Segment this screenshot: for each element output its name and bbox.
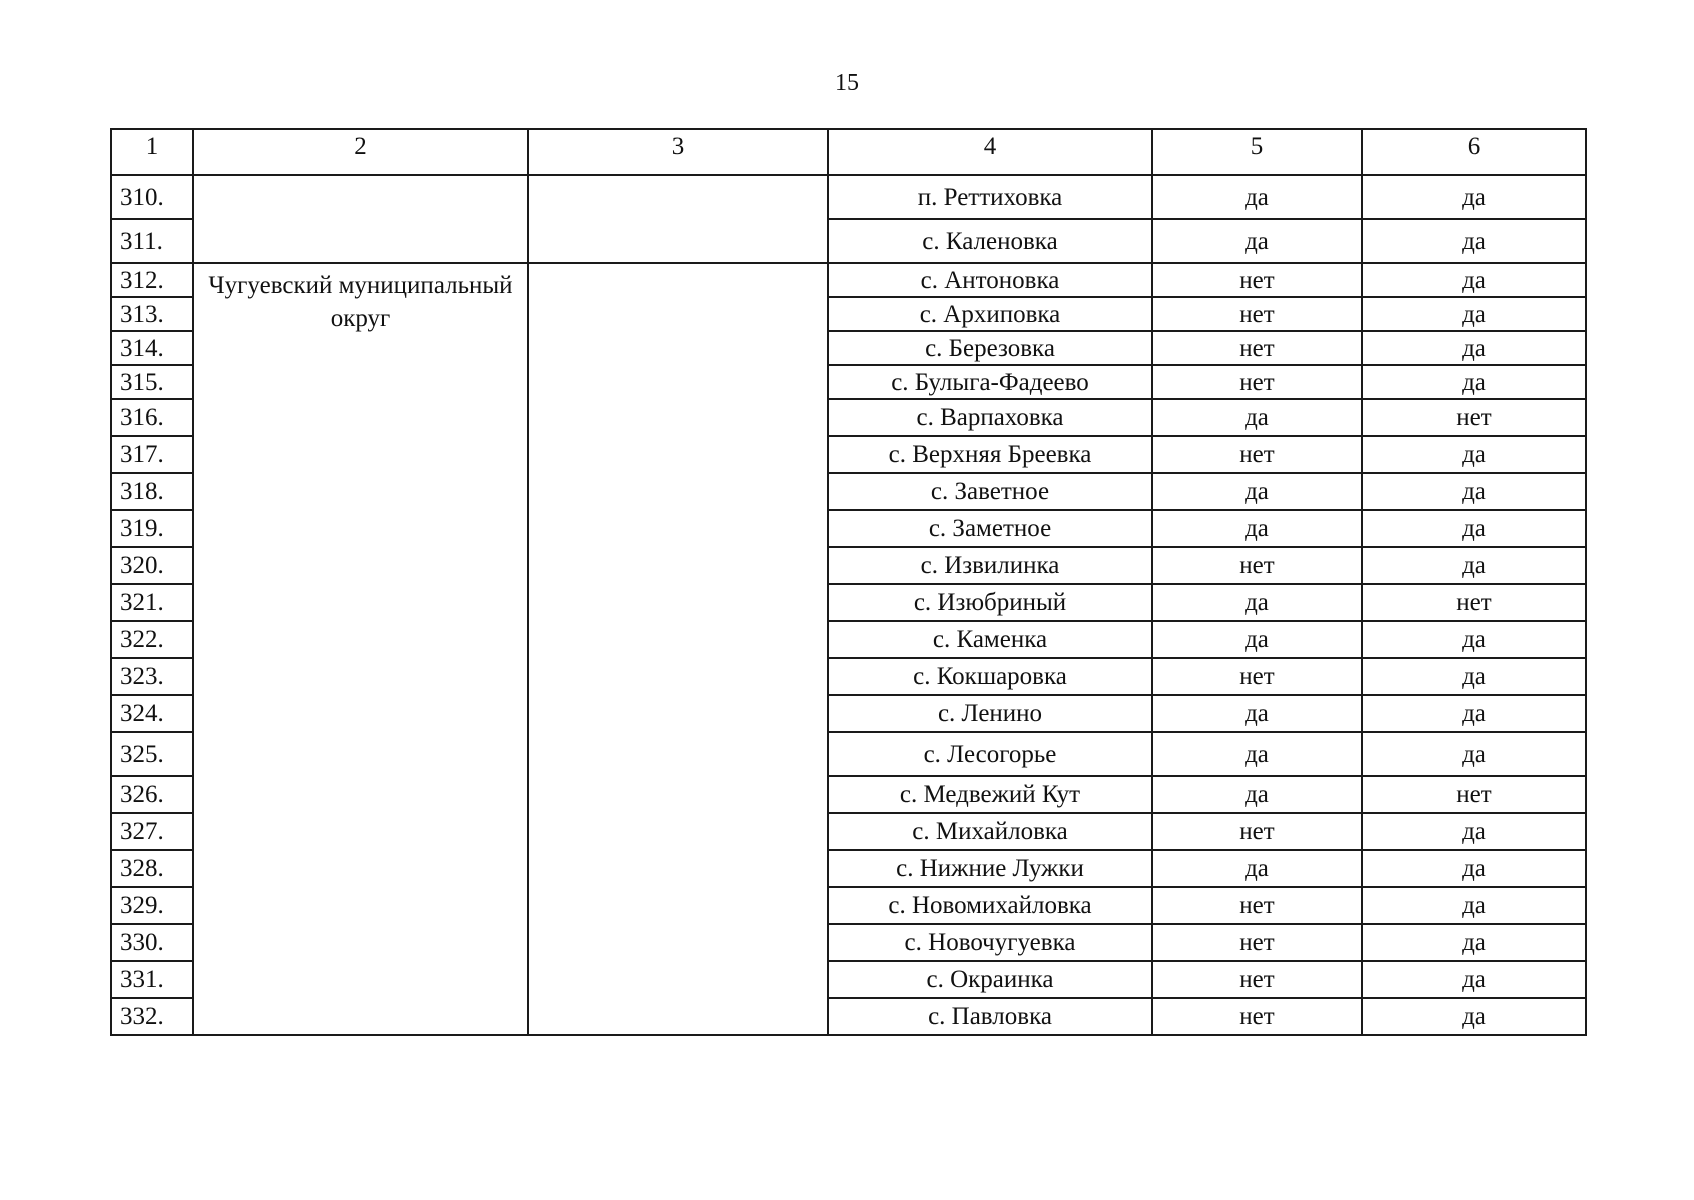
settlement-name: с. Заметное	[828, 510, 1152, 547]
column-6-value: да	[1362, 219, 1586, 263]
column-6-value: да	[1362, 924, 1586, 961]
header-col-2: 2	[193, 129, 528, 175]
column-5-value: да	[1152, 621, 1362, 658]
settlement-name: с. Павловка	[828, 998, 1152, 1035]
settlement-name: с. Березовка	[828, 331, 1152, 365]
column-6-value: да	[1362, 658, 1586, 695]
settlement-name: с. Булыга-Фадеево	[828, 365, 1152, 399]
column-6-value: да	[1362, 887, 1586, 924]
row-number: 331.	[111, 961, 193, 998]
column-5-value: нет	[1152, 887, 1362, 924]
column-6-value: да	[1362, 621, 1586, 658]
column-5-value: нет	[1152, 365, 1362, 399]
column-6-value: да	[1362, 547, 1586, 584]
header-row	[111, 129, 1586, 175]
column-5-value: нет	[1152, 331, 1362, 365]
row-number: 317.	[111, 436, 193, 473]
row-number: 329.	[111, 887, 193, 924]
row-number: 319.	[111, 510, 193, 547]
row-number: 312.	[111, 263, 193, 297]
column-5-value: да	[1152, 776, 1362, 813]
column-6-value: да	[1362, 297, 1586, 331]
district-cell: Чугуевский муниципальный округ	[193, 263, 528, 1035]
column-5-value: да	[1152, 510, 1362, 547]
row-number: 314.	[111, 331, 193, 365]
settlement-name: с. Михайловка	[828, 813, 1152, 850]
column-6-value: нет	[1362, 776, 1586, 813]
settlement-name: с. Новочугуевка	[828, 924, 1152, 961]
header-col-4: 4	[828, 129, 1152, 175]
settlement-name: с. Верхняя Бреевка	[828, 436, 1152, 473]
column-5-value: да	[1152, 175, 1362, 219]
column-5-value: нет	[1152, 924, 1362, 961]
table-row	[111, 263, 1586, 297]
column-5-value: да	[1152, 732, 1362, 776]
district-cell	[193, 175, 528, 263]
row-number: 318.	[111, 473, 193, 510]
settlement-name: с. Ленино	[828, 695, 1152, 732]
column-5-value: да	[1152, 584, 1362, 621]
settlements-table	[110, 128, 1587, 1036]
row-number: 324.	[111, 695, 193, 732]
row-number: 311.	[111, 219, 193, 263]
column-5-value: да	[1152, 473, 1362, 510]
settlement-name: с. Архиповка	[828, 297, 1152, 331]
row-number: 313.	[111, 297, 193, 331]
column-6-value: да	[1362, 695, 1586, 732]
column-6-value: нет	[1362, 399, 1586, 436]
settlement-name: с. Каменка	[828, 621, 1152, 658]
row-number: 330.	[111, 924, 193, 961]
settlement-name: с. Окраинка	[828, 961, 1152, 998]
column-5-value: нет	[1152, 998, 1362, 1035]
row-number: 327.	[111, 813, 193, 850]
settlement-name: с. Лесогорье	[828, 732, 1152, 776]
header-col-1: 1	[111, 129, 193, 175]
column-6-value: да	[1362, 473, 1586, 510]
column-6-value: да	[1362, 436, 1586, 473]
row-number: 325.	[111, 732, 193, 776]
settlement-name: с. Каленовка	[828, 219, 1152, 263]
column-5-value: нет	[1152, 961, 1362, 998]
table-header	[111, 129, 1586, 175]
header-col-6: 6	[1362, 129, 1586, 175]
column-6-value: да	[1362, 263, 1586, 297]
column-6-value: да	[1362, 175, 1586, 219]
settlement-name: с. Варпаховка	[828, 399, 1152, 436]
settlement-name: п. Реттиховка	[828, 175, 1152, 219]
row-number: 321.	[111, 584, 193, 621]
settlement-name: с. Изюбриный	[828, 584, 1152, 621]
column-3-cell	[528, 263, 828, 1035]
table-body	[111, 175, 1586, 1035]
column-5-value: да	[1152, 695, 1362, 732]
column-6-value: нет	[1362, 584, 1586, 621]
row-number: 332.	[111, 998, 193, 1035]
row-number: 328.	[111, 850, 193, 887]
settlement-name: с. Антоновка	[828, 263, 1152, 297]
column-6-value: да	[1362, 510, 1586, 547]
row-number: 315.	[111, 365, 193, 399]
row-number: 326.	[111, 776, 193, 813]
header-col-5: 5	[1152, 129, 1362, 175]
table-row	[111, 175, 1586, 219]
column-6-value: да	[1362, 813, 1586, 850]
settlement-name: с. Медвежий Кут	[828, 776, 1152, 813]
row-number: 322.	[111, 621, 193, 658]
column-6-value: да	[1362, 331, 1586, 365]
column-5-value: да	[1152, 850, 1362, 887]
settlement-name: с. Новомихайловка	[828, 887, 1152, 924]
row-number: 310.	[111, 175, 193, 219]
column-5-value: да	[1152, 399, 1362, 436]
column-5-value: нет	[1152, 297, 1362, 331]
column-5-value: нет	[1152, 436, 1362, 473]
column-5-value: да	[1152, 219, 1362, 263]
column-6-value: да	[1362, 850, 1586, 887]
settlement-name: с. Заветное	[828, 473, 1152, 510]
column-5-value: нет	[1152, 658, 1362, 695]
settlement-name: с. Нижние Лужки	[828, 850, 1152, 887]
header-col-3: 3	[528, 129, 828, 175]
page-number: 15	[835, 70, 859, 96]
row-number: 323.	[111, 658, 193, 695]
row-number: 316.	[111, 399, 193, 436]
settlement-name: с. Кокшаровка	[828, 658, 1152, 695]
row-number: 320.	[111, 547, 193, 584]
column-5-value: нет	[1152, 813, 1362, 850]
settlement-name: с. Извилинка	[828, 547, 1152, 584]
column-5-value: нет	[1152, 547, 1362, 584]
column-6-value: да	[1362, 998, 1586, 1035]
column-5-value: нет	[1152, 263, 1362, 297]
column-6-value: да	[1362, 732, 1586, 776]
column-6-value: да	[1362, 365, 1586, 399]
column-6-value: да	[1362, 961, 1586, 998]
column-3-cell	[528, 175, 828, 263]
